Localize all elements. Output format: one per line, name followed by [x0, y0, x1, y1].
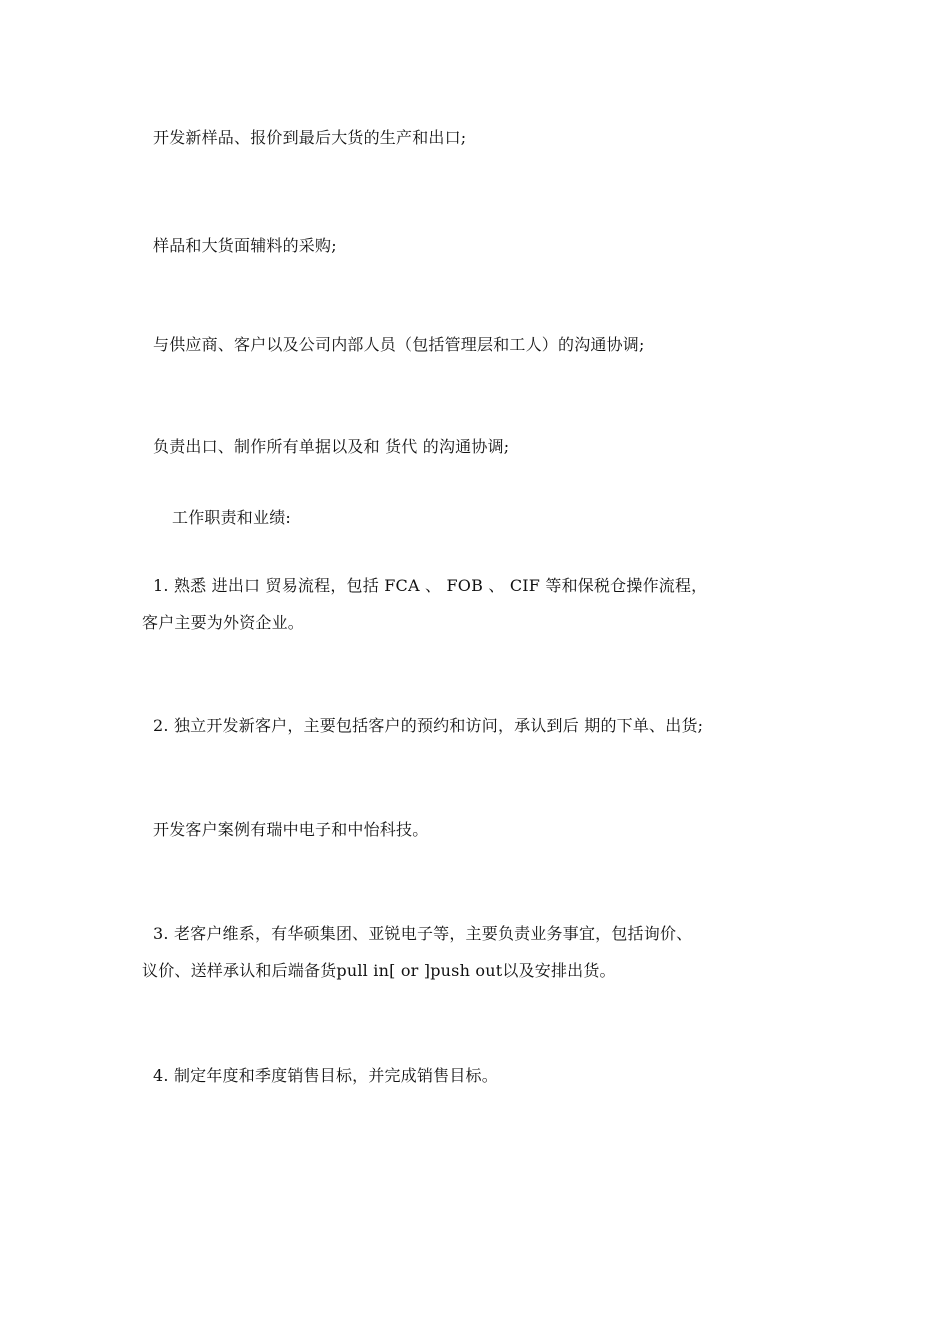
list-item-4: 4. 制定年度和季度销售目标，并完成销售目标。: [153, 1066, 498, 1085]
list-item-2-note: 开发客户案例有瑞中电子和中怡科技。: [153, 820, 429, 839]
list-item-3-line-2: 议价、送样承认和后端备货pull in[ or ]push out以及安排出货。: [142, 961, 616, 980]
paragraph-line-1: 开发新样品、报价到最后大货的生产和出口;: [153, 128, 467, 147]
list-item-2: 2. 独立开发新客户，主要包括客户的预约和访问，承认到后 期的下单、出货;: [153, 716, 704, 735]
paragraph-line-2: 样品和大货面辅料的采购;: [153, 236, 337, 255]
paragraph-line-4: 负责出口、制作所有单据以及和 货代 的沟通协调;: [153, 437, 510, 456]
section-heading: 工作职责和业绩:: [172, 508, 291, 527]
paragraph-line-3: 与供应商、客户以及公司内部人员（包括管理层和工人）的沟通协调;: [153, 335, 645, 354]
list-item-3-line-1: 3. 老客户维系，有华硕集团、亚锐电子等，主要负责业务事宜，包括询价、: [153, 924, 693, 943]
list-item-1-line-1: 1. 熟悉 进出口 贸易流程，包括 FCA 、 FOB 、 CIF 等和保税仓操作流程，: [153, 576, 708, 595]
list-item-1-line-2: 客户主要为外资企业。: [142, 613, 305, 632]
